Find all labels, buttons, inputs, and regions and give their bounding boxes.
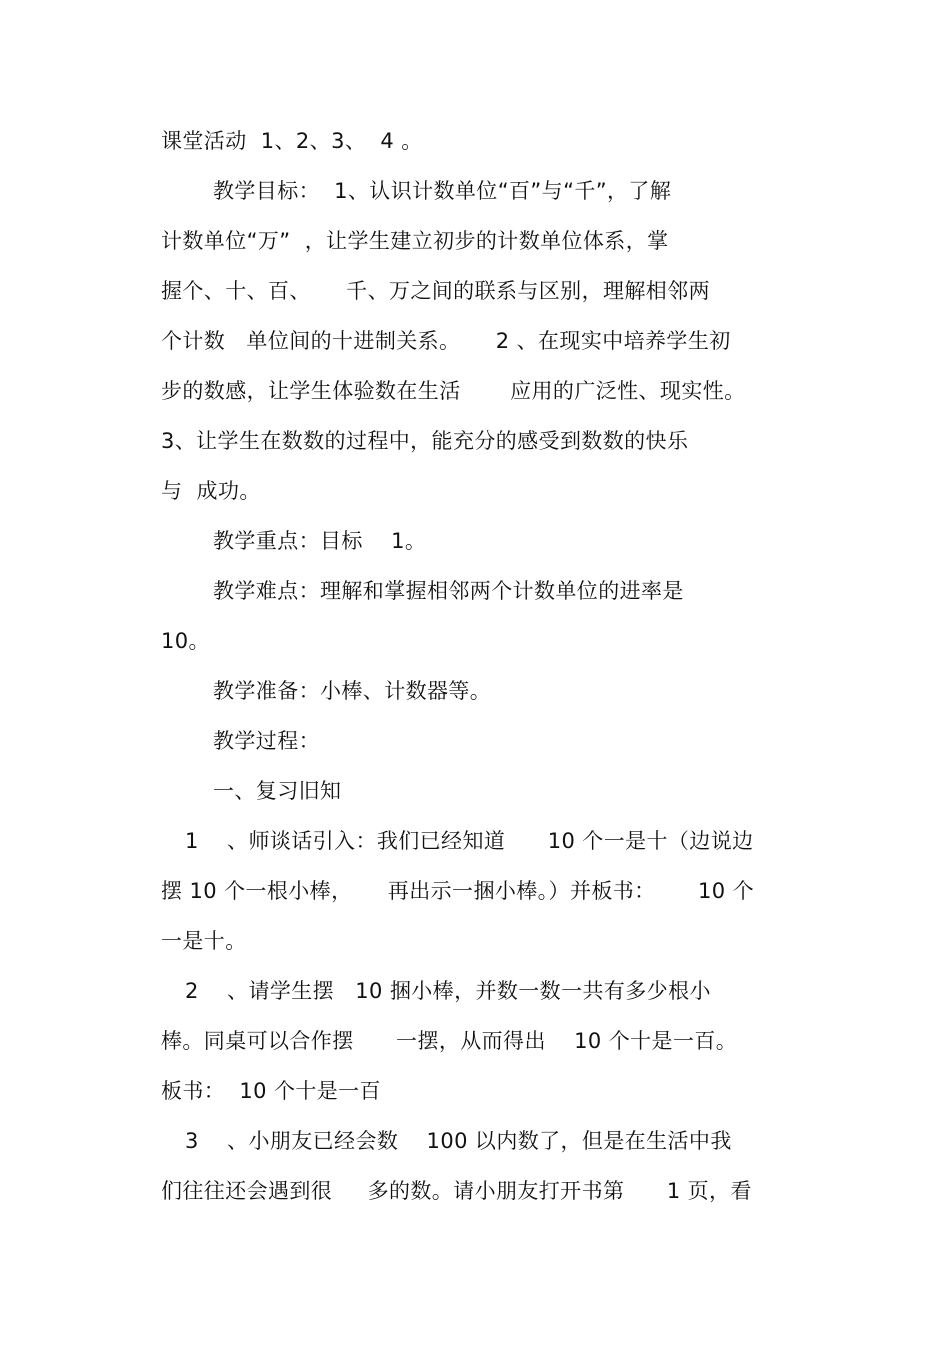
text-line-8: 与 成功。: [161, 479, 261, 503]
text-line-12: 教学准备：小棒、计数器等。: [213, 679, 492, 703]
text-line-11: 10。: [161, 629, 210, 653]
text-line-21: 3 、小朋友已经会数 100 以内数了，但是在生活中我: [185, 1129, 732, 1153]
text-line-5: 个计数 单位间的十进制关系。 2 、在现实中培养学生初: [161, 329, 731, 353]
section-heading: 一、复习旧知: [213, 779, 342, 803]
text-line-15: 1 、师谈话引入：我们已经知道 10 个一是十（边说边: [185, 829, 754, 853]
text-line-1: 课堂活动 1、2、3、 4 。: [161, 129, 423, 153]
text-line-16: 摆 10 个一根小棒， 再出示一捆小棒。）并板书： 10 个: [161, 879, 754, 903]
text-line-22: 们往往还会遇到很 多的数。请小朋友打开书第 1 页，看: [161, 1179, 752, 1203]
text-line-4: 握个、十、百、 千、万之间的联系与区别，理解相邻两: [161, 279, 710, 303]
text-line-18: 2 、请学生摆 10 捆小棒，并数一数一共有多少根小: [185, 979, 711, 1003]
text-line-6: 步的数感，让学生体验数在生活 应用的广泛性、现实性。: [161, 379, 746, 403]
text-line-10: 教学难点：理解和掌握相邻两个计数单位的进率是: [213, 579, 684, 603]
text-line-2: 教学目标： 1、认识计数单位“百”与“千”，了解: [213, 179, 672, 203]
text-line-17: 一是十。: [161, 929, 247, 953]
text-line-13: 教学过程：: [213, 729, 320, 753]
text-line-3: 计数单位“万” ，让学生建立初步的计数单位体系，掌: [161, 229, 669, 253]
text-line-7: 3、让学生在数数的过程中，能充分的感受到数数的快乐: [161, 429, 689, 453]
text-line-19: 棒。同桌可以合作摆 一摆，从而得出 10 个十是一百。: [161, 1029, 738, 1053]
text-line-9: 教学重点：目标 1。: [213, 529, 427, 553]
text-line-20: 板书： 10 个十是一百: [161, 1079, 381, 1103]
